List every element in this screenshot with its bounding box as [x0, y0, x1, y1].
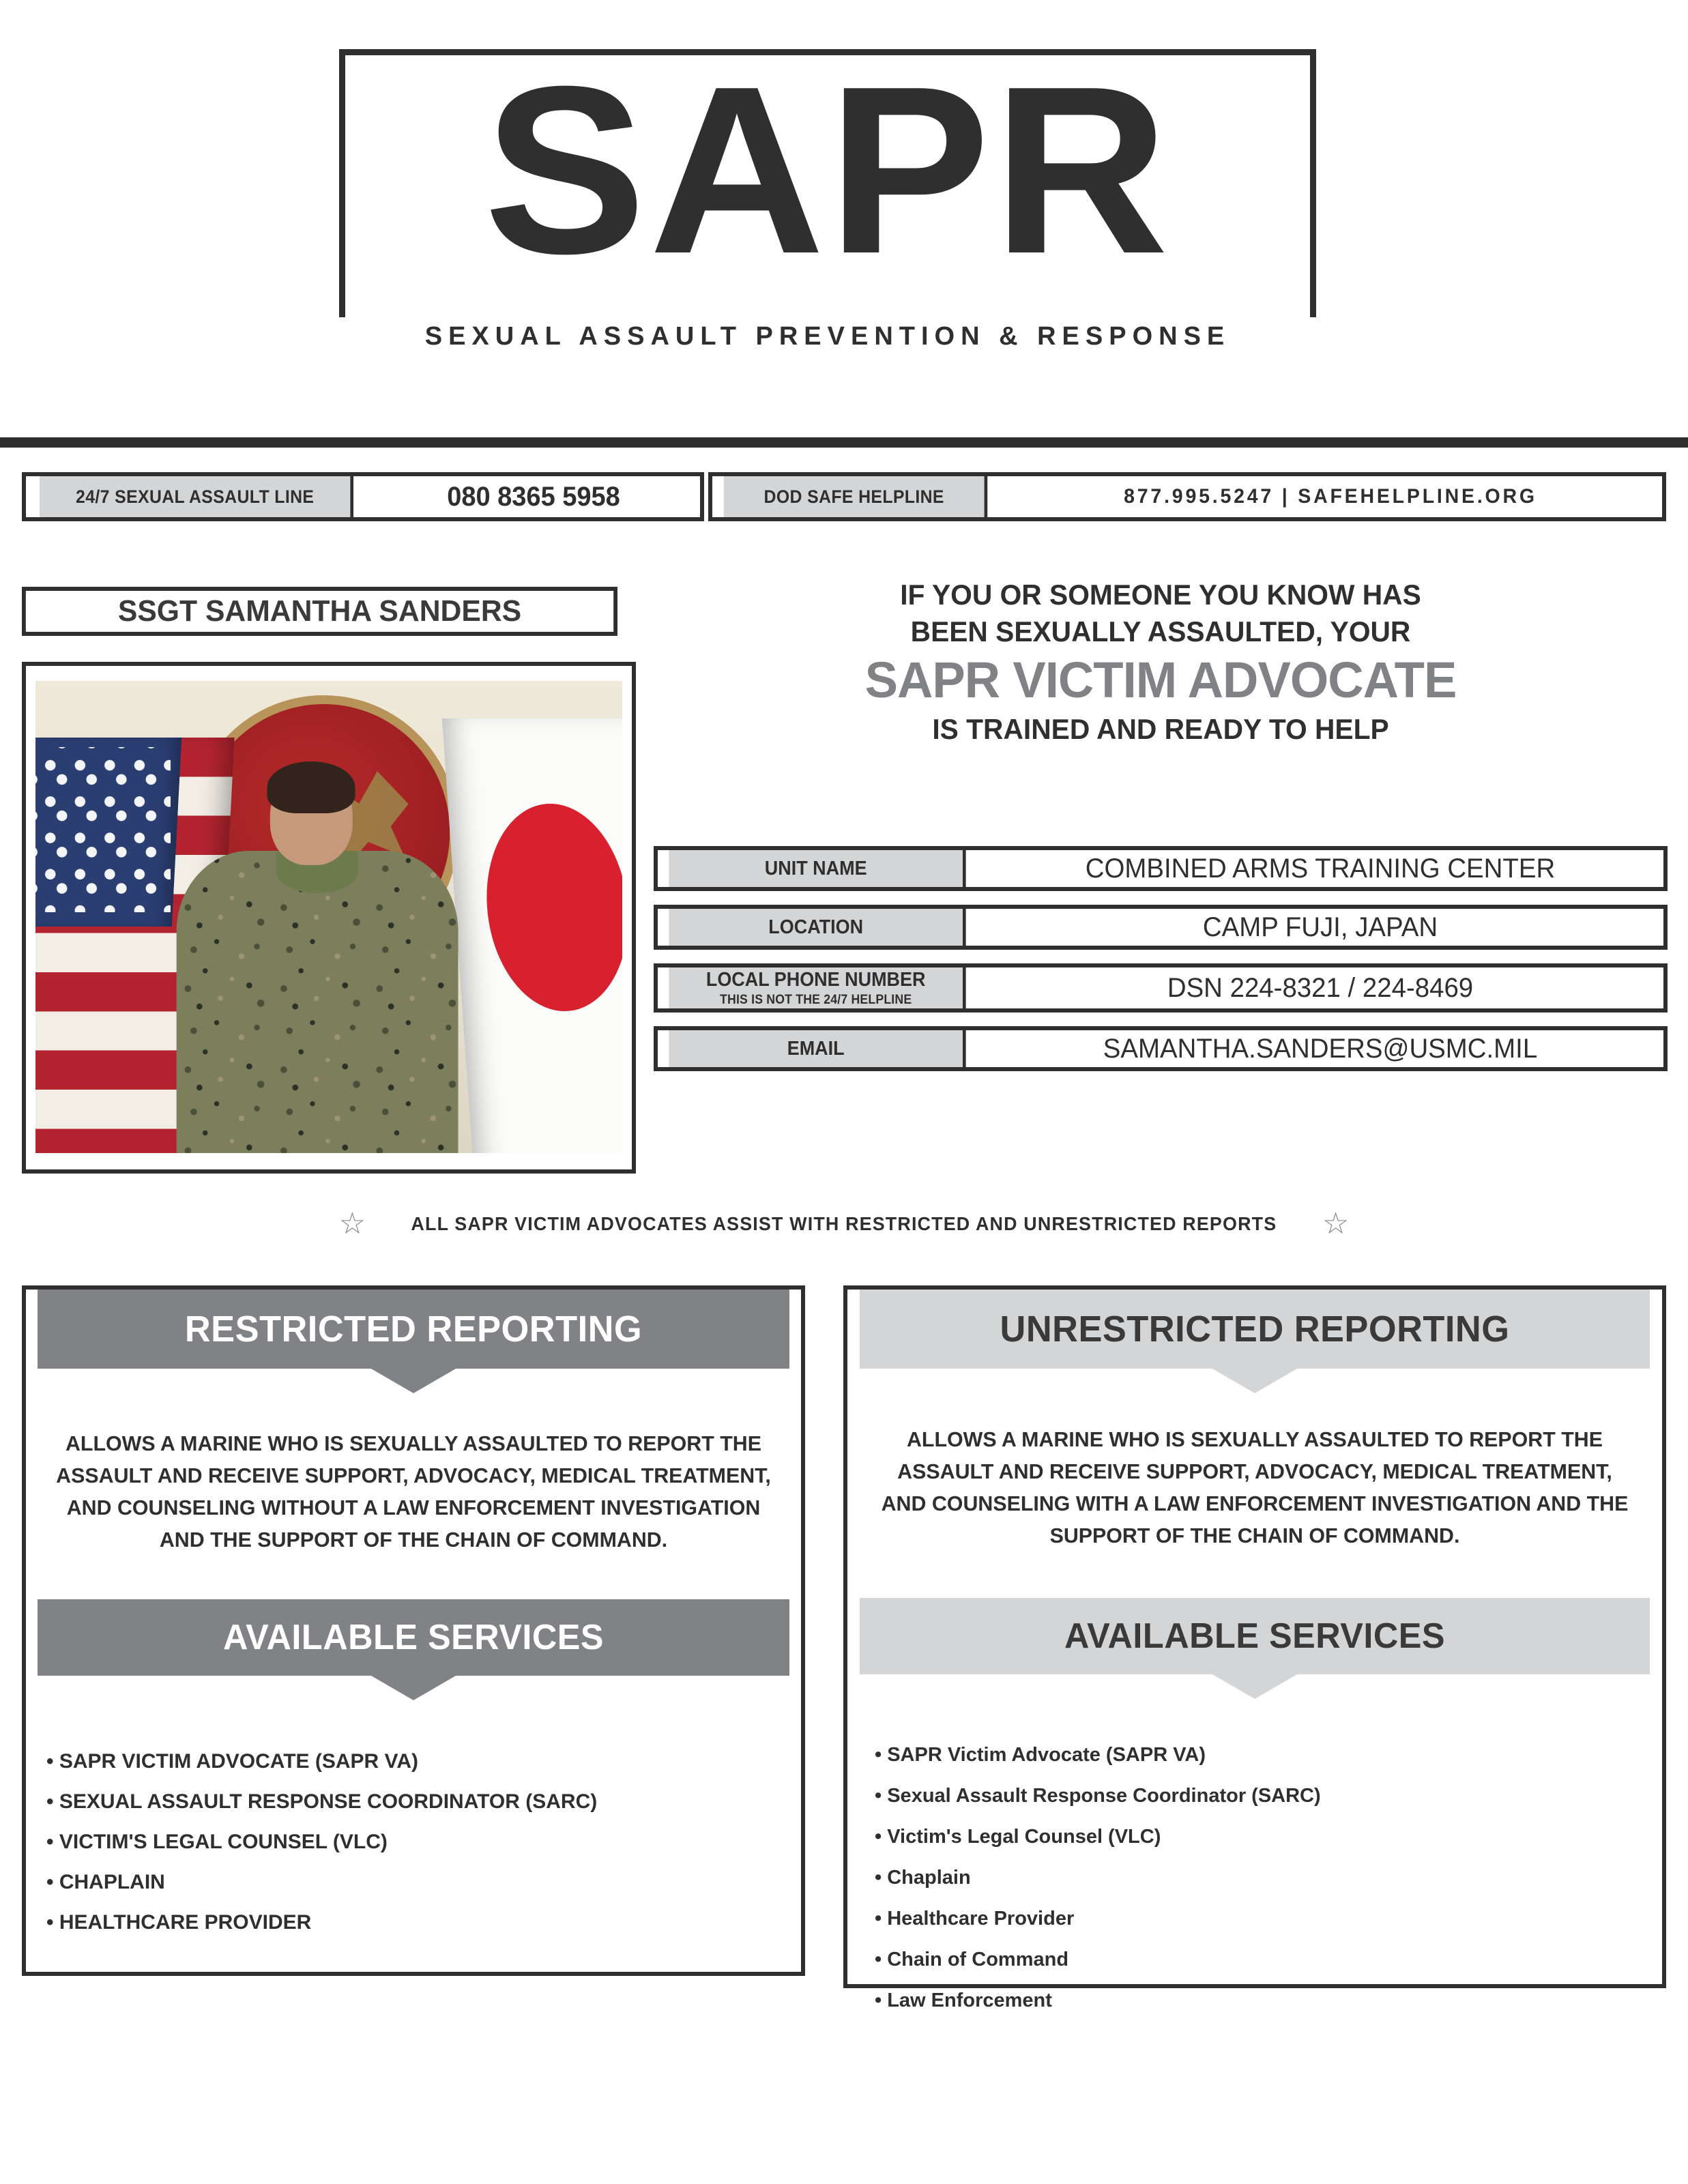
- table-row: [654, 905, 1668, 950]
- info-key-label: LOCAL PHONE NUMBER: [705, 968, 926, 991]
- info-value-unit-name: COMBINED ARMS TRAINING CENTER: [1085, 853, 1556, 884]
- list-item: • SAPR Victim Advocate (SAPR VA): [875, 1734, 1662, 1775]
- helpline-row: [0, 472, 1688, 521]
- restricted-title: RESTRICTED REPORTING: [184, 1309, 643, 1350]
- advocate-photo: [35, 681, 622, 1153]
- table-row: [654, 963, 1668, 1013]
- headline-emphasis: SAPR VICTIM ADVOCATE: [864, 652, 1457, 708]
- advocate-photo-frame: [22, 662, 636, 1174]
- marine-hair: [267, 761, 355, 813]
- list-item: • Victim's Legal Counsel (VLC): [875, 1816, 1662, 1857]
- marine-uniform: [176, 851, 458, 1153]
- logo-subtitle-text: SEXUAL ASSAULT PREVENTION & RESPONSE: [414, 317, 1242, 355]
- info-value-location: CAMP FUJI, JAPAN: [1202, 912, 1438, 942]
- restricted-body: ALLOWS A MARINE WHO IS SEXUALLY ASSAULTED TO REPORT THE ASSAULT AND RECEIVE SUPPORT, ADVOCACY, MEDICAL TREATMENT, AND COUNSELING WITHOUT A LAW ENFORCEMENT INVESTIGATION AND THE SUPPORT OF THE CHAIN OF COMMAND.: [56, 1431, 771, 1552]
- info-key-unit-name: [669, 850, 965, 887]
- unrestricted-services-list: [847, 1674, 1662, 2021]
- table-row: [654, 1026, 1668, 1071]
- list-item: • Sexual Assault Response Coordinator (SARC): [875, 1775, 1662, 1816]
- list-item: • Chain of Command: [875, 1939, 1662, 1980]
- list-item: • CHAPLAIN: [46, 1862, 801, 1902]
- info-key-email: [669, 1030, 965, 1067]
- helpline-local-label: 24/7 SEXUAL ASSAULT LINE: [40, 476, 353, 517]
- table-row: [654, 846, 1668, 891]
- header-divider: [0, 437, 1688, 448]
- headline-block: [654, 577, 1668, 748]
- advocate-name-plate: SSGT SAMANTHA SANDERS: [22, 587, 617, 636]
- restricted-services-band: [38, 1599, 789, 1676]
- helpline-local-number[interactable]: 080 8365 5958: [447, 481, 620, 512]
- info-value-email[interactable]: SAMANTHA.SANDERS@USMC.MIL: [1103, 1033, 1538, 1064]
- restricted-services-list: [26, 1676, 801, 1942]
- list-item: • SAPR VICTIM ADVOCATE (SAPR VA): [46, 1741, 801, 1781]
- restricted-title-band: [38, 1290, 789, 1369]
- info-key-local-phone: [669, 967, 965, 1008]
- reports-note-text: ALL SAPR VICTIM ADVOCATES ASSIST WITH RESTRICTED AND UNRESTRICTED REPORTS: [411, 1213, 1277, 1234]
- logo-subtitle: [298, 317, 1357, 355]
- list-item: • Healthcare Provider: [875, 1898, 1662, 1939]
- list-item: • Chaplain: [875, 1857, 1662, 1898]
- list-item: • VICTIM'S LEGAL COUNSEL (VLC): [46, 1822, 801, 1862]
- headline-line-1: IF YOU OR SOMEONE YOU KNOW HAS: [900, 579, 1421, 611]
- helpline-local[interactable]: [22, 472, 704, 521]
- unrestricted-title-band: [860, 1290, 1650, 1369]
- us-flag-stars: [35, 747, 171, 912]
- star-icon-left: ☆: [338, 1207, 366, 1240]
- info-key-sublabel: THIS IS NOT THE 24/7 HELPLINE: [720, 992, 912, 1007]
- restricted-services-title: AVAILABLE SERVICES: [222, 1618, 605, 1657]
- headline-line-4: IS TRAINED AND READY TO HELP: [932, 713, 1389, 745]
- reports-note: [0, 1209, 1688, 1239]
- info-key-location: [669, 909, 965, 946]
- info-key-label: EMAIL: [787, 1037, 845, 1060]
- sapr-logo: [0, 0, 1688, 409]
- unrestricted-services-band: [860, 1598, 1650, 1674]
- info-value-local-phone[interactable]: DSN 224-8321 / 224-8469: [1167, 972, 1474, 1003]
- unrestricted-title: UNRESTRICTED REPORTING: [1000, 1309, 1510, 1350]
- unrestricted-services-title: AVAILABLE SERVICES: [1064, 1616, 1446, 1656]
- advocate-info-table: [654, 846, 1668, 1085]
- unrestricted-body: ALLOWS A MARINE WHO IS SEXUALLY ASSAULTED TO REPORT THE ASSAULT AND RECEIVE SUPPORT, ADVOCACY, MEDICAL TREATMENT, AND COUNSELING WITH A LAW ENFORCEMENT INVESTIGATION AND THE SUPPORT OF THE CHAIN OF COMMAND.: [881, 1427, 1629, 1547]
- helpline-dod[interactable]: [708, 472, 1666, 521]
- logo-wordmark: SAPR: [483, 37, 1172, 304]
- list-item: • SEXUAL ASSAULT RESPONSE COORDINATOR (SARC): [46, 1781, 801, 1822]
- panel-restricted-reporting: [22, 1285, 805, 1976]
- headline-line-2: BEEN SEXUALLY ASSAULTED, YOUR: [910, 615, 1411, 647]
- list-item: • HEALTHCARE PROVIDER: [46, 1902, 801, 1942]
- list-item: • Law Enforcement: [875, 1980, 1662, 2021]
- info-key-label: LOCATION: [768, 916, 864, 938]
- helpline-dod-label: DOD SAFE HELPLINE: [724, 476, 987, 517]
- helpline-dod-number[interactable]: 877.995.5247 | SAFEHELPLINE.ORG: [1124, 485, 1537, 508]
- panel-unrestricted-reporting: [843, 1285, 1666, 2011]
- reporting-panels: [0, 1285, 1688, 2011]
- star-icon-right: ☆: [1322, 1207, 1350, 1240]
- info-key-label: UNIT NAME: [764, 857, 867, 879]
